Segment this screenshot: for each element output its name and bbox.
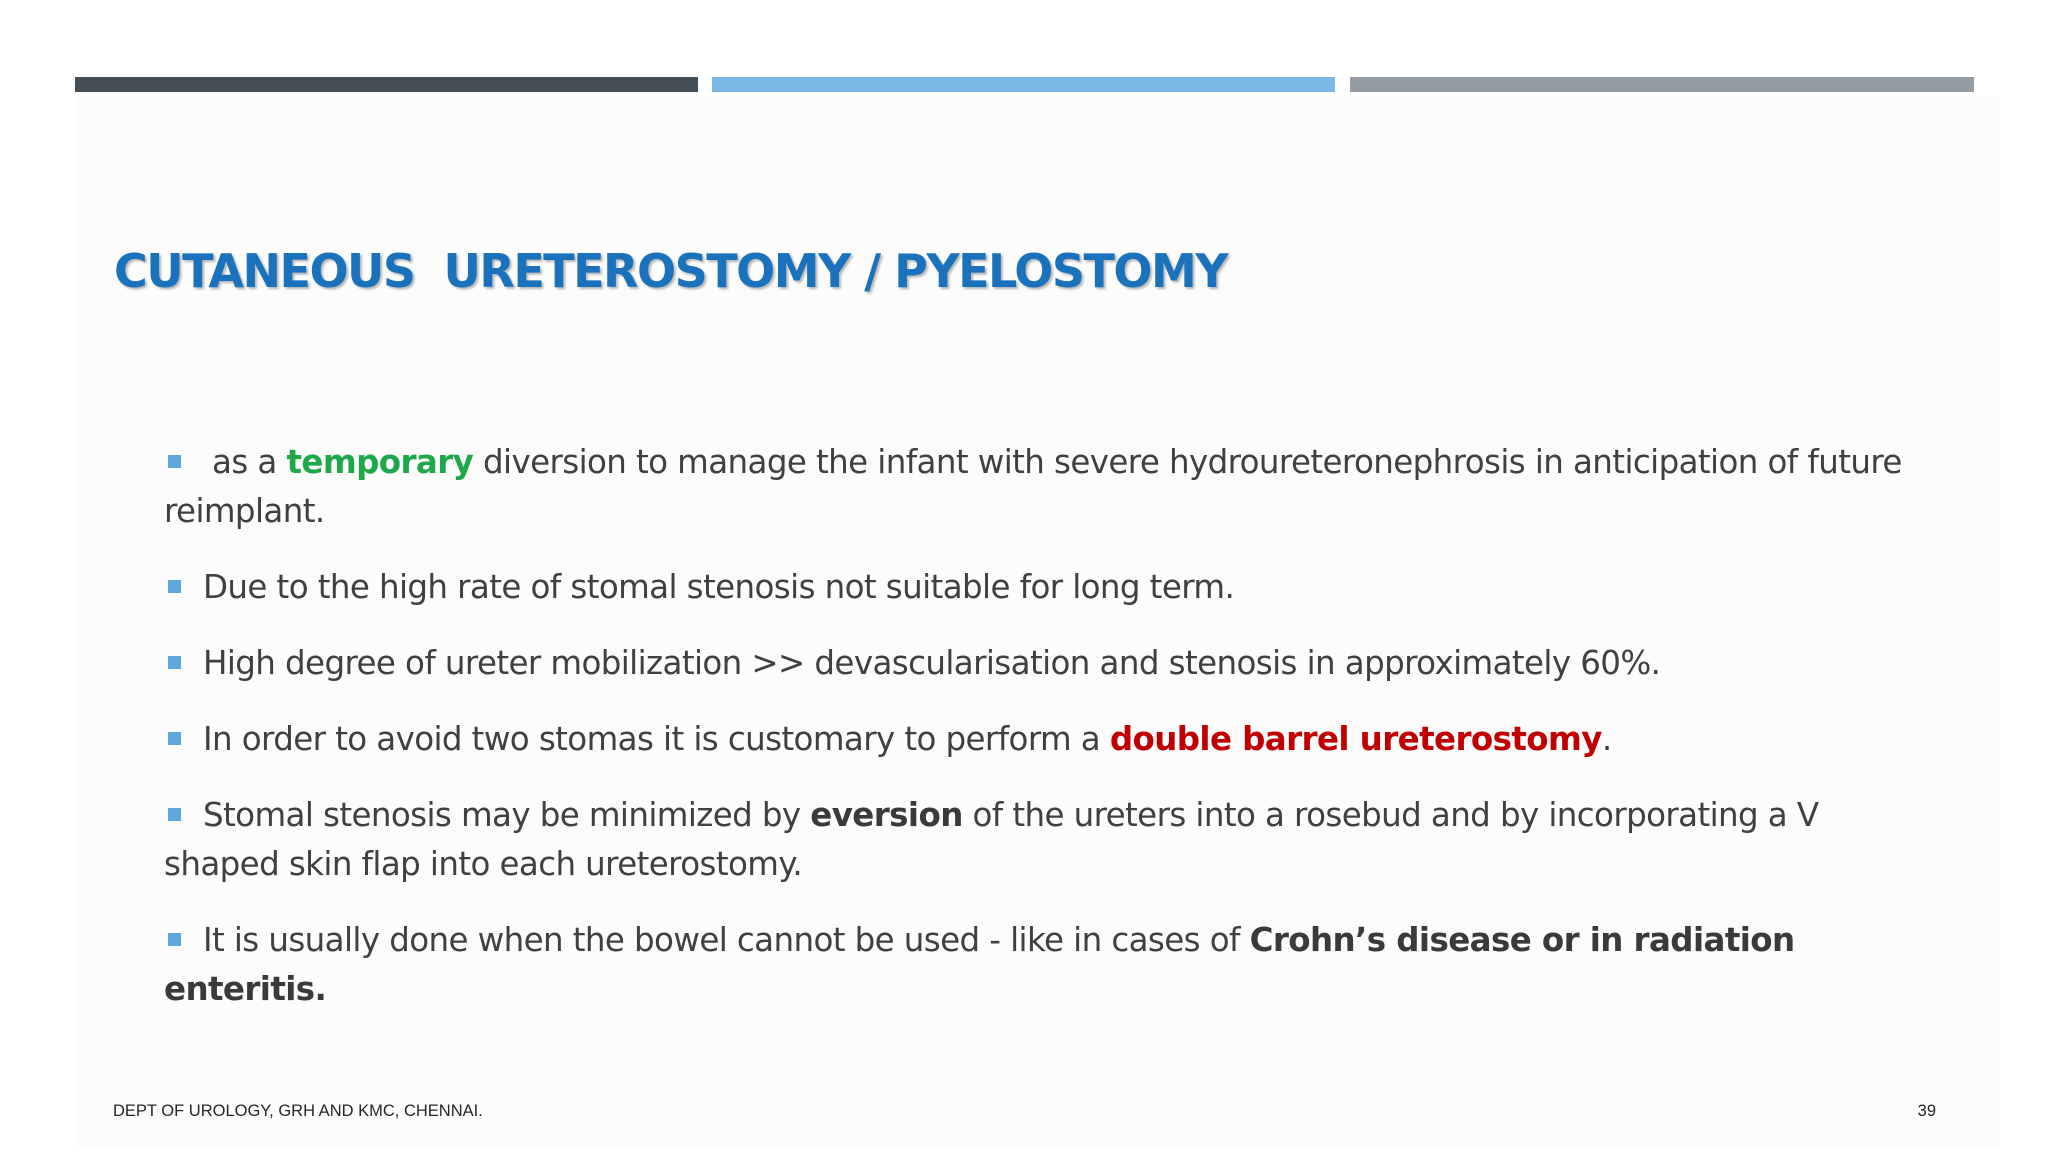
bullet-item <box>164 791 1924 889</box>
highlight-double-barrel-ureterostomy: double barrel ureterostomy <box>1109 720 1602 758</box>
top-accent-bar-blue <box>712 77 1335 92</box>
bullet-text: . <box>1601 720 1612 758</box>
bullet-text: as a <box>212 443 287 481</box>
highlight-crohns-radiation: Crohn’s disease or in radiation enteritis. <box>164 921 1795 1008</box>
bullet-text: In order to avoid two stomas it is customary to perform a <box>203 720 1110 758</box>
top-accent-bar-gray <box>1350 77 1974 92</box>
bullet-item <box>164 563 1924 612</box>
square-bullet-icon <box>168 656 181 669</box>
bullet-text: Stomal stenosis may be minimized by <box>203 796 811 834</box>
bullet-text: It is usually done when the bowel cannot be used - like in cases of <box>203 921 1250 959</box>
bullet-item <box>164 916 1924 1014</box>
bullet-item <box>164 438 1924 536</box>
bullet-text: of the ureters into a rosebud and by incorporating a V shaped skin flap into each ureterostomy. <box>164 796 1819 883</box>
slide-title: CUTANEOUS URETEROSTOMY / PYELOSTOMY <box>114 244 1228 298</box>
square-bullet-icon <box>168 808 181 821</box>
square-bullet-icon <box>168 933 181 946</box>
bullet-item <box>164 715 1924 764</box>
square-bullet-icon <box>168 455 181 468</box>
square-bullet-icon <box>168 732 181 745</box>
highlight-temporary: temporary <box>286 443 474 481</box>
footer-department: DEPT OF UROLOGY, GRH AND KMC, CHENNAI. <box>113 1102 483 1120</box>
bullet-text: Due to the high rate of stomal stenosis not suitable for long term. <box>203 568 1235 606</box>
bullet-list <box>164 438 1924 1041</box>
bullet-text: diversion to manage the infant with severe hydroureteronephrosis in anticipation of future reimplant. <box>164 443 1902 530</box>
bullet-item <box>164 639 1924 688</box>
square-bullet-icon <box>168 580 181 593</box>
top-accent-bar-dark <box>75 77 698 92</box>
highlight-eversion: eversion <box>810 796 963 834</box>
slide-page-number: 39 <box>1917 1102 1936 1120</box>
bullet-text: High degree of ureter mobilization >> devascularisation and stenosis in approximately 60%. <box>203 644 1661 682</box>
